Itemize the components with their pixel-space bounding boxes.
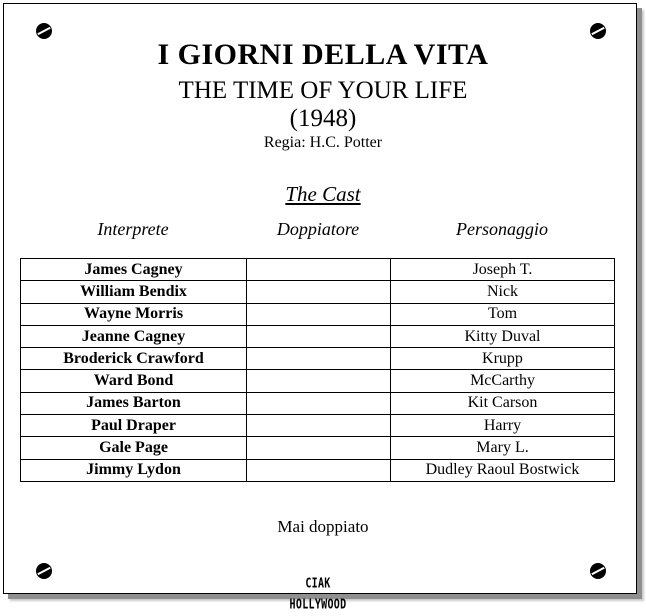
actor-cell: James Barton [21,392,247,414]
dubber-cell [247,303,391,325]
cast-heading: The Cast [285,182,361,206]
character-cell: Mary L. [391,437,615,459]
dubber-cell [247,348,391,370]
character-cell: Joseph T. [391,259,615,281]
table-row [21,348,615,370]
screw-icon [590,23,606,39]
dubber-cell [247,415,391,437]
table-row [21,437,615,459]
actor-cell: Jeanne Cagney [21,325,247,347]
dubbing-note: Mai doppiato [277,517,369,536]
screw-icon [36,563,52,579]
table-row [21,325,615,347]
dubber-cell [247,459,391,481]
dubber-cell [247,392,391,414]
character-cell: Dudley Raoul Bostwick [391,459,615,481]
dubber-cell [247,281,391,303]
character-cell: Kit Carson [391,392,615,414]
table-row [21,415,615,437]
actor-cell: James Cagney [21,259,247,281]
table-row [21,303,615,325]
ciak-hollywood-logo: CIAK HOLLYWOOD [289,577,347,613]
director-credit: Regia: H.C. Potter [263,134,383,151]
table-row [21,370,615,392]
character-cell: Kitty Duval [391,325,615,347]
release-year: (1948) [289,105,357,132]
film-title: I GIORNI DELLA VITA [157,38,489,71]
actor-cell: Gale Page [21,437,247,459]
dubber-cell [247,437,391,459]
table-row [21,281,615,303]
dubber-cell [247,370,391,392]
table-row [21,392,615,414]
character-cell: McCarthy [391,370,615,392]
actor-cell: Jimmy Lydon [21,459,247,481]
character-cell: Krupp [391,348,615,370]
dubber-cell [247,259,391,281]
screw-icon [36,23,52,39]
actor-cell: Ward Bond [21,370,247,392]
screw-icon [590,563,606,579]
actor-cell: Paul Draper [21,415,247,437]
character-cell: Nick [391,281,615,303]
actor-cell: Wayne Morris [21,303,247,325]
table-row [21,259,615,281]
character-cell: Tom [391,303,615,325]
column-header-actor: Interprete [97,219,169,239]
column-header-dubber: Doppiatore [276,219,360,239]
actor-cell: William Bendix [21,281,247,303]
column-header-character: Personaggio [456,219,548,239]
actor-cell: Broderick Crawford [21,348,247,370]
character-cell: Harry [391,415,615,437]
table-row [21,459,615,481]
original-title: THE TIME OF YOUR LIFE [178,77,468,104]
dubber-cell [247,325,391,347]
cast-table [20,258,615,482]
